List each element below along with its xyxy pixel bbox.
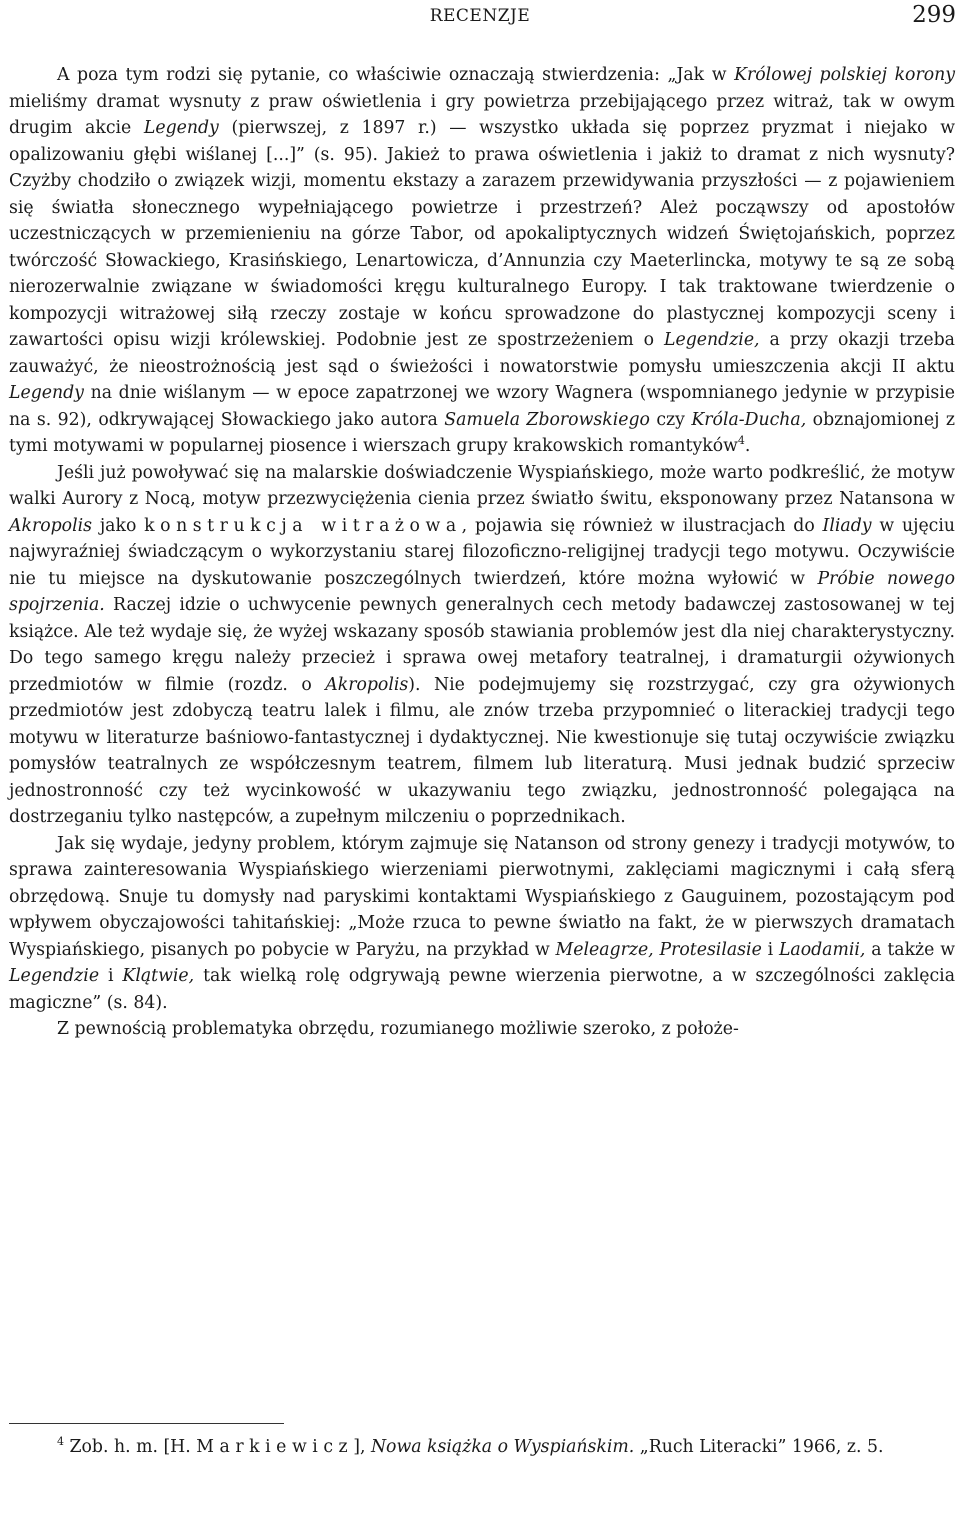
italic-text: Legendy (143, 118, 219, 138)
text-run: Jak się wydaje, jedyny problem, którym zajmuje się Natanson od strony genezy i tradycji motywów, to sprawa zainteresowania Wyspiańskiego wierzeniami pierwotnymi, zaklęciami magicznymi i całą sferą obrzędową. Snuje tu domysły nad paryskimi kontaktami Wyspiańskiego z Gauguinem, pozostającym pod wpływem obyczajowości tahitańskiej: „Może rzuca to pewne światło na fakt, że w pierwszych dramatach Wyspiańskiego, pisanych po pobycie w Paryżu, na przykład w (9, 833, 955, 960)
italic-text: Akropolis (325, 674, 409, 695)
italic-text: Samuela Zborowskiego (444, 409, 650, 430)
italic-text: Legendy (9, 383, 84, 403)
text-run: w ujęciu najwyraźniej świadczącym o wykorzystaniu starej filozoficzno-religijnej tradycji tego motywu. Oczywiście nie tu miejsce na dyskutowanie poszczególnych twierdzeń, które można wyłowić w (9, 515, 956, 589)
text-run: a przy okazji trzeba zauważyć, że nieostrożnością jest sąd o świeżości i nowatorstwie pomysłu umieszczenia akcji II aktu (9, 330, 955, 377)
text-run: Jeśli już powoływać się na malarskie doświadczenie Wyspiańskiego, może warto podkreślić, że motyw walki Aurory z Nocą, motyw przezwyciężenia cienia przez światło świtu, eksponowany przez Natansona w (9, 462, 955, 509)
italic-text: Nowa książka o Wyspiańskim. (370, 1437, 635, 1457)
footnote-divider (9, 1423, 284, 1424)
text-run: Raczej idzie o uchwycenie pewnych generalnych cech metody badawczej zastosowanej w tej książce. Ale też wydaje się, że wyżej wskazany sposób stawiania problemów jest dla niej charakterystyczny. Do tego samego kręgu należy przecież i sprawa owej metafory teatralnej, i dramaturgii ożywionych przedmiotów w filmie (rozdz. o (9, 595, 955, 695)
text-run: „Ruch Literacki” 1966, z. 5. (634, 1437, 884, 1457)
footnote-ref: 4 (737, 434, 745, 448)
text-run: czy (649, 409, 692, 430)
spaced-text: konstrukcja witrażowa (144, 515, 462, 536)
paragraph-3 (9, 831, 955, 1017)
text-run: ], (353, 1437, 371, 1457)
paragraph-2 (9, 460, 955, 831)
text-run: A poza tym rodzi się pytanie, co właściwie oznaczają stwierdzenia: „Jak w (57, 65, 735, 85)
italic-text: Meleagrze, Protesilasie (555, 939, 762, 960)
italic-text: Królowej polskiej korony (734, 65, 956, 85)
italic-text: Próbie nowego spojrzenia. (9, 568, 955, 615)
text-run: mieliśmy dramat wysnuty z praw oświetlenia i gry powietrza przebijającego przez witraż, tak w owym drugim akcie (9, 91, 955, 138)
page-header (0, 2, 960, 28)
footnote-4 (9, 1434, 955, 1461)
text-run: i (761, 939, 779, 960)
text-run: a także w (865, 939, 955, 960)
text-run: (pierwszej, z 1897 r.) — wszystko układa się poprzez pryzmat i niejako w opalizowaniu głębi wiślanej [...]” (s. 95). Jakież to prawa oświetlenia i jakiż to dramat z nich wysnuty? Czyżby chodziło o związek wizji, momentu ekstazy a zarazem przewidywania przyszłości — z pojawieniem się światła słonecznego wypełniającego powietrze i przestrzeń? Ależ począwszy od apostołów uczestniczących w przemienieniu na górze Tabor, od apokaliptycznych widzeń Świętojańskich, poprzez twórczość Słowackiego, Krasińskiego, Lenartowicza, d’Annunzia czy Maeterlincka, motywy te są ze sobą nierozerwalnie związane w świadomości kręgu kulturalnego Europy. I tak traktowane twierdzenie o kompozycji witrażowej siłą rzeczy zostaje w końcu sprowadzone do plastycznej kompozycji sceny i zawartości opisu wizji królewskiej. Podobnie jest ze spostrzeżeniem o (9, 118, 955, 350)
text-run: i (99, 966, 123, 986)
text-run: jako (92, 515, 145, 536)
italic-text: Iliady (822, 515, 872, 536)
italic-text: Laodamii, (778, 939, 866, 960)
text-run: na dnie wiślanym — w epoce zapatrzonej we wzory Wagnera (wspomnianego jedynie w przypisie na s. 92), odkrywającej Słowackiego jako autora (9, 383, 955, 430)
italic-text: Akropolis (9, 515, 93, 536)
text-run: Z pewnością problematyka obrzędu, rozumianego możliwie szeroko, z położe- (57, 1019, 739, 1039)
text-run: ). Nie podejmujemy się rozstrzygać, czy gra ożywionych przedmiotów jest zdobyczą teatru lalek i filmu, ale znów trzeba przypomnieć o literackiej tradycji tego motywu w literaturze baśniowo-fantastycznej i dydaktycznej. Nie kwestionuje się tutaj oczywiście związku pomysłów teatralnych ze współczesnym teatrem, filmem lub literaturą. Musi jednak budzić sprzeciw jednostronność czy też wycinkowość w ukazywaniu tego związku, jednostronność polegająca na dostrzeganiu tylko następców, a zupełnym milczeniu o poprzednikach. (9, 674, 955, 827)
italic-text: Legendzie, (664, 330, 760, 350)
body-text (9, 62, 955, 1043)
text-run: . (744, 436, 751, 456)
spaced-text: Markiewicz (196, 1437, 354, 1457)
page-number: 299 (912, 2, 956, 28)
paragraph-1 (9, 62, 955, 460)
text-run: obznajomionej z tymi motywami w popularnej piosence i wierszach grupy krakowskich romantyków (9, 409, 956, 456)
italic-text: Klątwie, (122, 966, 195, 986)
running-head: RECENZJE (429, 6, 531, 26)
text-run: , pojawia się również w ilustracjach do (461, 515, 823, 536)
italic-text: Legendzie (9, 966, 100, 986)
text-run: tak wielką rolę odgrywają pewne wierzenia pierwotne, a w szczególności zaklęcia magiczne” (s. 84). (9, 966, 955, 1013)
footnote-ref: 4 (57, 1435, 64, 1449)
paragraph-4 (9, 1016, 955, 1043)
text-run: Zob. h. m. [H. (64, 1437, 197, 1457)
italic-text: Króla-Ducha, (691, 409, 807, 430)
